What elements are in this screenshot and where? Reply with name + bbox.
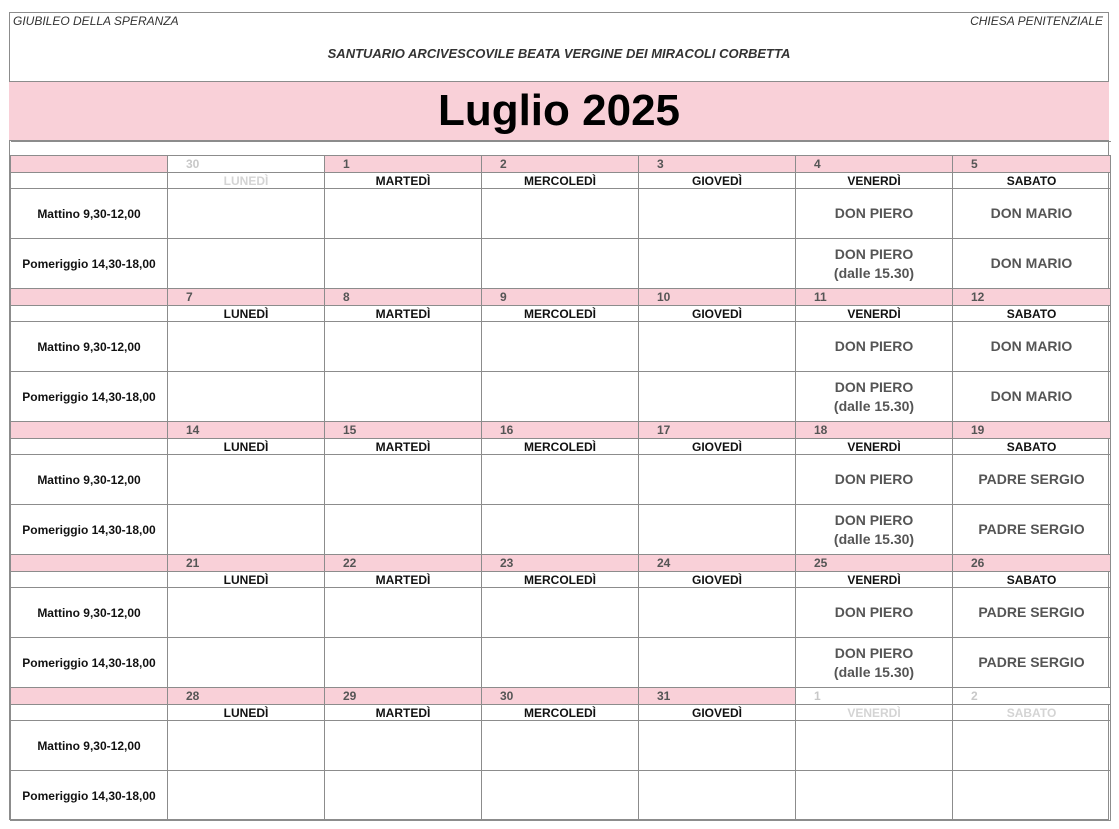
weekday-name: SABATO [953, 173, 1111, 189]
assignment-cell [325, 638, 482, 688]
assignment-cell [325, 455, 482, 505]
day-number: 26 [953, 555, 1111, 572]
weekday-label-blank [11, 439, 168, 455]
assignment-cell [639, 721, 796, 771]
confessor-name: DON MARIO [990, 388, 1073, 404]
assignment-cell [482, 322, 639, 372]
assignment-cell [325, 771, 482, 821]
day-number: 11 [796, 289, 953, 306]
day-number: 15 [325, 422, 482, 439]
confessor-name: PADRE SERGIO [978, 654, 1085, 670]
afternoon-slot-row [11, 771, 1111, 821]
weekday-name: MARTEDÌ [325, 306, 482, 322]
assignment-cell [953, 588, 1111, 638]
week-date-row [11, 688, 1111, 705]
confessor-name: PADRE SERGIO [978, 521, 1085, 537]
assignment-cell [639, 505, 796, 555]
assignment-cell [639, 372, 796, 422]
sanctuary-subtitle: SANTUARIO ARCIVESCOVILE BEATA VERGINE DEI MIRACOLI CORBETTA [327, 46, 791, 61]
slot-label: Mattino 9,30-12,00 [11, 189, 168, 239]
day-number: 2 [953, 688, 1111, 705]
assignment-cell [639, 771, 796, 821]
weekday-name: GIOVEDÌ [639, 705, 796, 721]
month-band [9, 81, 1109, 141]
header-left: GIUBILEO DELLA SPERANZA [13, 14, 179, 28]
assignment-cell [168, 239, 325, 289]
assignment-cell [325, 322, 482, 372]
assignment-cell [168, 588, 325, 638]
confessor-name: DON PIERO [834, 604, 914, 620]
assignment-cell [953, 638, 1111, 688]
confessor-name: DON PIERO [834, 338, 914, 354]
weekday-name: LUNEDÌ [168, 173, 325, 189]
afternoon-slot-row [11, 505, 1111, 555]
slot-label: Pomeriggio 14,30-18,00 [11, 372, 168, 422]
assignment-cell [325, 239, 482, 289]
assignment-cell [953, 455, 1111, 505]
weekday-name: GIOVEDÌ [639, 173, 796, 189]
confessor-name: PADRE SERGIO [978, 471, 1085, 487]
assignment-cell [482, 505, 639, 555]
weekday-name: GIOVEDÌ [639, 306, 796, 322]
calendar-sheet [9, 12, 1109, 820]
date-row-label-cell [11, 156, 168, 173]
confessor-name: DON PIERO [834, 245, 914, 262]
weekday-name: MARTEDÌ [325, 173, 482, 189]
weekday-row [11, 572, 1111, 588]
assignment-cell [953, 189, 1111, 239]
week-date-row [11, 289, 1111, 306]
weekday-name: LUNEDÌ [168, 439, 325, 455]
weekday-name: VENERDÌ [796, 439, 953, 455]
day-number: 29 [325, 688, 482, 705]
weekday-name: MERCOLEDÌ [482, 173, 639, 189]
assignment-cell [325, 505, 482, 555]
confessor-name: DON PIERO [834, 205, 914, 221]
spacer-cell [11, 142, 168, 156]
confessor-name: DON PIERO [834, 511, 914, 528]
week-date-row [11, 555, 1111, 572]
spacer-cell [168, 142, 325, 156]
week-date-row [11, 422, 1111, 439]
assignment-cell [796, 771, 953, 821]
weekday-label-blank [11, 572, 168, 588]
day-number: 17 [639, 422, 796, 439]
assignment-cell [482, 189, 639, 239]
weekday-name: LUNEDÌ [168, 306, 325, 322]
day-number: 1 [325, 156, 482, 173]
assignment-cell [953, 239, 1111, 289]
weekday-label-blank [11, 173, 168, 189]
weekday-label-blank [11, 306, 168, 322]
assignment-cell [325, 721, 482, 771]
day-number: 22 [325, 555, 482, 572]
confessor-name: DON PIERO [834, 471, 914, 487]
header-right: CHIESA PENITENZIALE [970, 14, 1103, 28]
assignment-cell [639, 189, 796, 239]
weekday-name: MARTEDÌ [325, 439, 482, 455]
day-number: 25 [796, 555, 953, 572]
assignment-cell [796, 322, 953, 372]
weekday-name: GIOVEDÌ [639, 572, 796, 588]
day-number: 7 [168, 289, 325, 306]
weekday-name: SABATO [953, 705, 1111, 721]
weekday-name: VENERDÌ [796, 306, 953, 322]
confessor-name: DON MARIO [990, 205, 1073, 221]
day-number: 28 [168, 688, 325, 705]
weekday-name: GIOVEDÌ [639, 439, 796, 455]
day-number: 19 [953, 422, 1111, 439]
assignment-cell [639, 638, 796, 688]
weekday-label-blank [11, 705, 168, 721]
confessor-name: PADRE SERGIO [978, 604, 1085, 620]
confessor-name: DON PIERO [834, 644, 914, 661]
assignment-cell [168, 771, 325, 821]
afternoon-slot-row [11, 638, 1111, 688]
weekday-row [11, 306, 1111, 322]
assignment-cell [482, 372, 639, 422]
assignment-cell [325, 189, 482, 239]
time-note: (dalle 15.30) [833, 663, 915, 680]
confessor-name: DON MARIO [990, 338, 1073, 354]
spacer-cell [639, 142, 796, 156]
assignment-cell [325, 372, 482, 422]
assignment-cell [953, 372, 1111, 422]
assignment-cell [325, 588, 482, 638]
date-row-label-cell [11, 555, 168, 572]
slot-label: Pomeriggio 14,30-18,00 [11, 771, 168, 821]
day-number: 1 [796, 688, 953, 705]
morning-slot-row [11, 588, 1111, 638]
week-date-row [11, 156, 1111, 173]
weekday-name: MERCOLEDÌ [482, 439, 639, 455]
morning-slot-row [11, 189, 1111, 239]
morning-slot-row [11, 322, 1111, 372]
assignment-cell [953, 721, 1111, 771]
weekday-row [11, 173, 1111, 189]
assignment-cell [168, 505, 325, 555]
slot-label: Mattino 9,30-12,00 [11, 588, 168, 638]
day-number: 2 [482, 156, 639, 173]
day-number: 12 [953, 289, 1111, 306]
afternoon-slot-row [11, 372, 1111, 422]
date-row-label-cell [11, 422, 168, 439]
day-number: 3 [639, 156, 796, 173]
weekday-row [11, 439, 1111, 455]
assignment-cell [639, 239, 796, 289]
weekday-name: MARTEDÌ [325, 572, 482, 588]
assignment-cell [168, 322, 325, 372]
assignment-cell [796, 189, 953, 239]
weekday-name: LUNEDÌ [168, 572, 325, 588]
day-number: 24 [639, 555, 796, 572]
assignment-cell [796, 505, 953, 555]
weekday-name: MERCOLEDÌ [482, 572, 639, 588]
assignment-cell [168, 189, 325, 239]
day-number: 23 [482, 555, 639, 572]
assignment-cell [482, 771, 639, 821]
calendar-table [10, 141, 1111, 821]
spacer-cell [482, 142, 639, 156]
day-number: 30 [168, 156, 325, 173]
assignment-cell [953, 505, 1111, 555]
assignment-cell [796, 638, 953, 688]
spacer-cell [796, 142, 953, 156]
slot-label: Mattino 9,30-12,00 [11, 455, 168, 505]
assignment-cell [953, 322, 1111, 372]
slot-label: Mattino 9,30-12,00 [11, 322, 168, 372]
weekday-name: LUNEDÌ [168, 705, 325, 721]
day-number: 21 [168, 555, 325, 572]
day-number: 4 [796, 156, 953, 173]
assignment-cell [639, 322, 796, 372]
weekday-name: VENERDÌ [796, 173, 953, 189]
confessor-name: DON MARIO [990, 255, 1073, 271]
assignment-cell [796, 588, 953, 638]
assignment-cell [168, 638, 325, 688]
assignment-cell [639, 588, 796, 638]
day-number: 16 [482, 422, 639, 439]
assignment-cell [482, 239, 639, 289]
assignment-cell [796, 721, 953, 771]
day-number: 14 [168, 422, 325, 439]
weekday-name: SABATO [953, 439, 1111, 455]
assignment-cell [639, 455, 796, 505]
weekday-name: SABATO [953, 306, 1111, 322]
weekday-name: MARTEDÌ [325, 705, 482, 721]
day-number: 9 [482, 289, 639, 306]
spacer-cell [953, 142, 1111, 156]
day-number: 18 [796, 422, 953, 439]
assignment-cell [796, 239, 953, 289]
assignment-cell [482, 721, 639, 771]
day-number: 30 [482, 688, 639, 705]
assignment-cell [482, 588, 639, 638]
day-number: 31 [639, 688, 796, 705]
confessor-name: DON PIERO [834, 378, 914, 395]
assignment-cell [953, 771, 1111, 821]
day-number: 5 [953, 156, 1111, 173]
day-number: 8 [325, 289, 482, 306]
slot-label: Pomeriggio 14,30-18,00 [11, 239, 168, 289]
spacer-cell [325, 142, 482, 156]
assignment-cell [482, 638, 639, 688]
slot-label: Pomeriggio 14,30-18,00 [11, 638, 168, 688]
morning-slot-row [11, 721, 1111, 771]
weekday-name: VENERDÌ [796, 572, 953, 588]
time-note: (dalle 15.30) [833, 397, 915, 414]
weekday-name: MERCOLEDÌ [482, 705, 639, 721]
date-row-label-cell [11, 688, 168, 705]
morning-slot-row [11, 455, 1111, 505]
assignment-cell [168, 721, 325, 771]
day-number: 10 [639, 289, 796, 306]
weekday-name: SABATO [953, 572, 1111, 588]
afternoon-slot-row [11, 239, 1111, 289]
month-title: Luglio 2025 [437, 86, 681, 135]
weekday-name: VENERDÌ [796, 705, 953, 721]
time-note: (dalle 15.30) [833, 530, 915, 547]
weekday-name: MERCOLEDÌ [482, 306, 639, 322]
assignment-cell [168, 455, 325, 505]
slot-label: Pomeriggio 14,30-18,00 [11, 505, 168, 555]
time-note: (dalle 15.30) [833, 264, 915, 281]
assignment-cell [796, 372, 953, 422]
assignment-cell [796, 455, 953, 505]
assignment-cell [482, 455, 639, 505]
date-row-label-cell [11, 289, 168, 306]
calendar-grid [10, 141, 1110, 821]
slot-label: Mattino 9,30-12,00 [11, 721, 168, 771]
weekday-row [11, 705, 1111, 721]
assignment-cell [168, 372, 325, 422]
